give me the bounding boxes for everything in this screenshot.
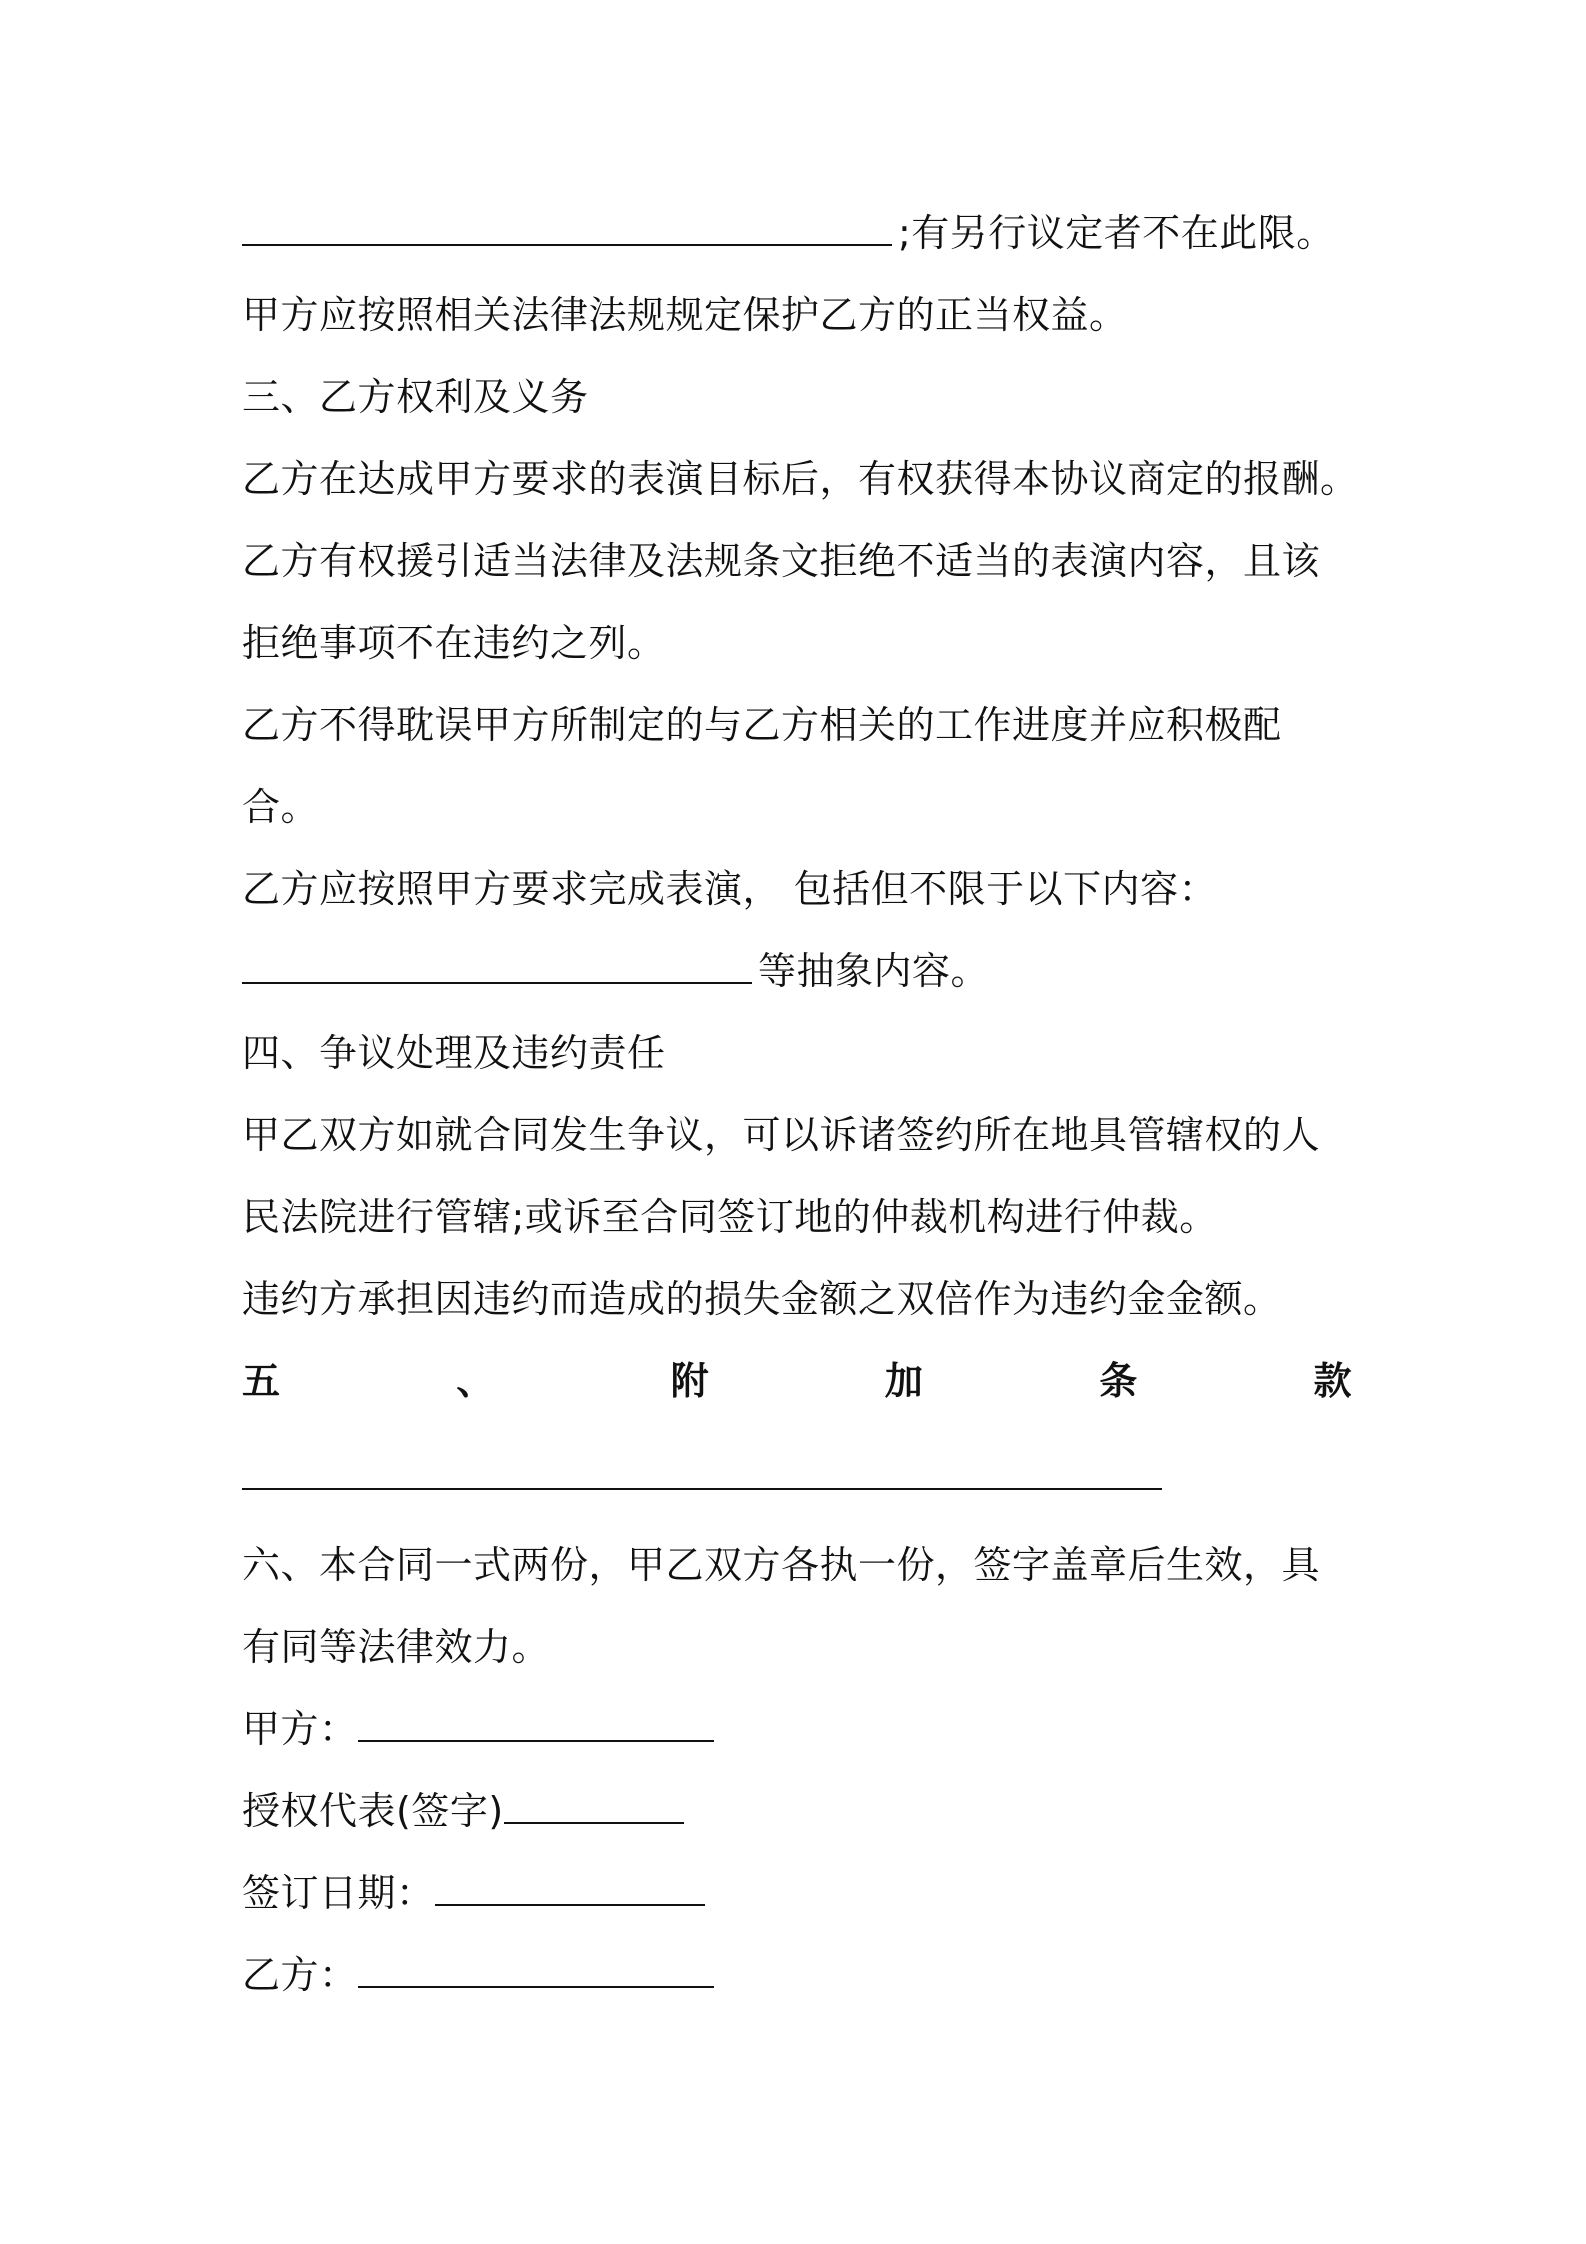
section-heading-5 <box>242 1354 1352 1408</box>
fill-in-blank[interactable] <box>242 952 752 984</box>
section-heading-3: 三、乙方权利及义务 <box>242 375 589 419</box>
heading-char: 五 <box>242 1359 281 1403</box>
clause-line-schedule-cont: 合。 <box>242 785 320 829</box>
clause-line-copies-cont: 有同等法律效力。 <box>242 1625 551 1669</box>
line-text: ;有另行议定者不在此限。 <box>898 211 1335 255</box>
heading-char: 附 <box>670 1359 710 1403</box>
clause-line-refuse-content-cont: 拒绝事项不在违约之列。 <box>242 621 666 665</box>
clause-line-schedule: 乙方不得耽误甲方所制定的与乙方相关的工作进度并应积极配 <box>242 703 1282 747</box>
clause-line-dispute-cont: 民法院进行管辖;或诉至合同签订地的仲裁机构进行仲裁。 <box>242 1195 1218 1239</box>
party-b-field[interactable] <box>358 1956 714 1988</box>
signature-label: 授权代表(签字) <box>242 1789 504 1833</box>
section-heading-4: 四、争议处理及违约责任 <box>242 1031 666 1075</box>
clause-line-abstract-content <box>242 944 1362 998</box>
signature-party-b <box>242 1948 1362 2002</box>
clause-line-copies: 六、本合同一式两份，甲乙双方各执一份，签字盖章后生效，具 <box>242 1543 1321 1587</box>
heading-char: 、 <box>456 1359 495 1403</box>
heading-char: 条 <box>1099 1359 1138 1403</box>
clause-line-remuneration: 乙方在达成甲方要求的表演目标后，有权获得本协议商定的报酬。 <box>242 457 1359 501</box>
signature-label: 乙方： <box>242 1953 358 1997</box>
clause-line-performance: 乙方应按照甲方要求完成表演， 包括但不限于以下内容： <box>242 867 1218 911</box>
signature-party-a <box>242 1702 1362 1756</box>
signature-date <box>242 1866 1362 1920</box>
clause-line-penalty: 违约方承担因违约而造成的损失金额之双倍作为违约金金额。 <box>242 1277 1282 1321</box>
fill-in-blank[interactable] <box>242 214 892 246</box>
heading-char: 款 <box>1313 1359 1352 1403</box>
party-a-field[interactable] <box>358 1710 714 1742</box>
additional-terms-line <box>242 1450 1362 1504</box>
clause-line-dispute: 甲乙双方如就合同发生争议，可以诉诸签约所在地具管辖权的人 <box>242 1113 1321 1157</box>
signature-label: 甲方： <box>242 1707 358 1751</box>
clause-line-refuse-content: 乙方有权援引适当法律及法规条文拒绝不适当的表演内容，且该 <box>242 539 1321 583</box>
date-field[interactable] <box>435 1874 705 1906</box>
signature-label: 签订日期： <box>242 1871 435 1915</box>
clause-line-party-a-protection: 甲方应按照相关法律法规规定保护乙方的正当权益。 <box>242 293 1128 337</box>
authorized-rep-field[interactable] <box>504 1792 684 1824</box>
clause-line-other-agreement <box>242 206 1362 260</box>
signature-authorized-rep <box>242 1784 1362 1838</box>
fill-in-blank[interactable] <box>242 1458 1162 1490</box>
line-text: 等抽象内容。 <box>758 949 990 993</box>
heading-char: 加 <box>884 1359 924 1403</box>
